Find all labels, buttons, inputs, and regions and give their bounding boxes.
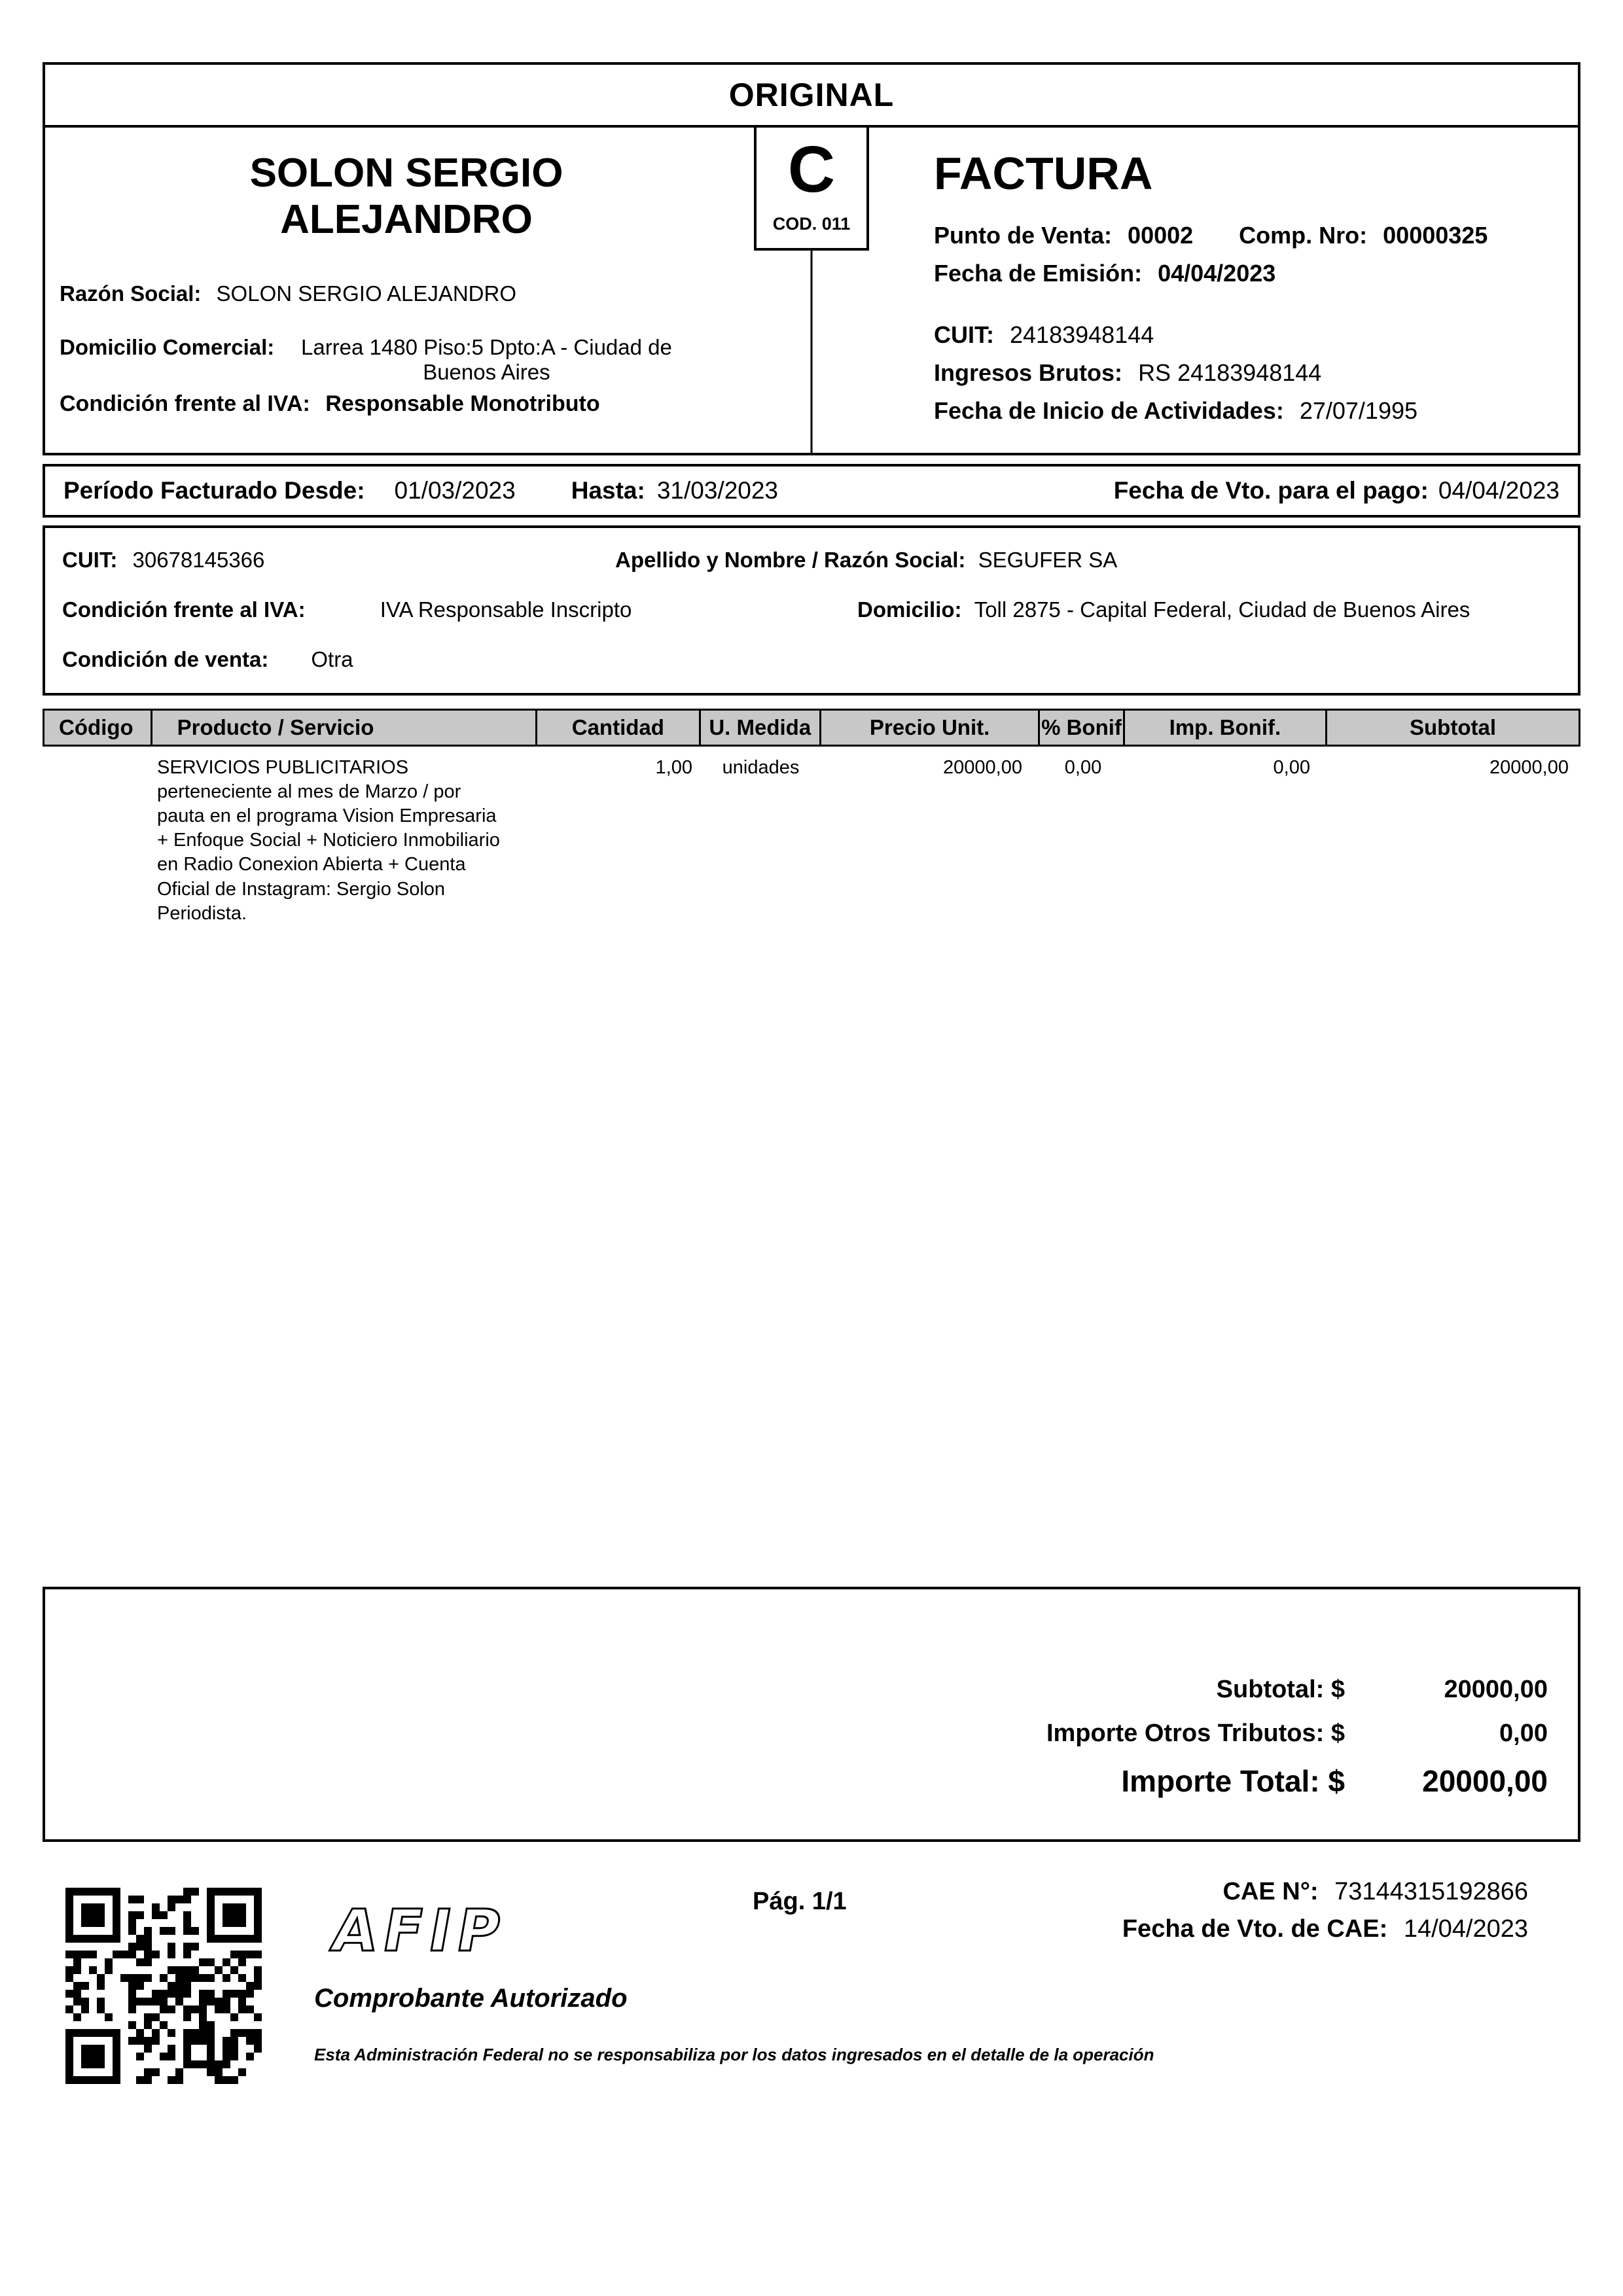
otros-tributos-value: 0,00 — [1499, 1720, 1548, 1747]
comp-nro-label: Comp. Nro: — [1239, 222, 1368, 249]
customer-name-value: SEGUFER SA — [978, 548, 1118, 572]
fecha-emision-row — [934, 260, 1561, 287]
customer-name-label: Apellido y Nombre / Razón Social: — [615, 548, 966, 572]
col-header-umedida: U. Medida — [701, 711, 822, 745]
cae-vto-value: 14/04/2023 — [1403, 1915, 1528, 1943]
customer-domicilio-group — [857, 597, 1470, 622]
condicion-venta-row — [62, 647, 1561, 672]
copy-type-label: ORIGINAL — [728, 77, 895, 113]
customer-iva-row — [62, 597, 1561, 622]
domicilio-comercial-row — [60, 335, 753, 385]
items-table-body — [43, 756, 1580, 1587]
customer-box — [43, 525, 1580, 696]
customer-cuit-row — [62, 548, 1561, 573]
cae-block — [1122, 1878, 1528, 1952]
cae-label: CAE N°: — [1222, 1878, 1319, 1905]
col-header-producto: Producto / Servicio — [152, 711, 538, 745]
afip-block — [314, 1894, 1165, 2065]
disclaimer-text: Esta Administración Federal no se responsabiliza por los datos ingresados en el detalle de la operación — [314, 2045, 1154, 2064]
subtotal-row — [45, 1676, 1548, 1704]
cell-bonif: 0,00 — [1064, 757, 1102, 778]
ingresos-brutos-label: Ingresos Brutos: — [934, 359, 1123, 386]
customer-cuit-group — [62, 548, 615, 573]
customer-iva-label: Condición frente al IVA: — [62, 597, 306, 622]
col-header-cantidad: Cantidad — [537, 711, 700, 745]
ingresos-brutos-value: RS 24183948144 — [1138, 359, 1322, 386]
cell-umedida: unidades — [722, 757, 800, 778]
ingresos-brutos-row — [934, 359, 1561, 387]
razon-social-row — [60, 281, 753, 306]
cell-imp-bonif: 0,00 — [1273, 757, 1310, 778]
invoice-title: FACTURA — [934, 148, 1153, 199]
col-header-imp-bonif: Imp. Bonif. — [1125, 711, 1327, 745]
otros-tributos-label: Importe Otros Tributos: $ — [1046, 1720, 1345, 1747]
invoice-type-letter: C — [787, 133, 836, 206]
periodo-desde-value: 01/03/2023 — [394, 477, 516, 504]
inicio-actividades-value: 27/07/1995 — [1299, 397, 1418, 424]
cae-value: 73144315192866 — [1334, 1878, 1528, 1905]
fecha-emision-label: Fecha de Emisión: — [934, 260, 1143, 287]
col-header-subtotal: Subtotal — [1410, 715, 1496, 739]
table-row — [43, 756, 1580, 926]
subtotal-value: 20000,00 — [1444, 1676, 1548, 1703]
comprobante-autorizado-label: Comprobante Autorizado — [314, 1984, 628, 2013]
seller-panel — [60, 146, 753, 446]
invoice-footer — [43, 1878, 1580, 2296]
seller-iva-row — [60, 391, 753, 417]
customer-cuit-value: 30678145366 — [132, 548, 265, 572]
col-header-bonif: % Bonif — [1040, 711, 1125, 745]
customer-iva-group — [62, 597, 857, 622]
seller-iva-label: Condición frente al IVA: — [60, 391, 310, 416]
seller-cuit-label: CUIT: — [934, 321, 994, 348]
invoice-type-code: COD. 011 — [772, 214, 851, 234]
inicio-actividades-label: Fecha de Inicio de Actividades: — [934, 397, 1284, 424]
periodo-desde-label: Período Facturado Desde: — [63, 477, 365, 504]
seller-iva-value: Responsable Monotributo — [325, 391, 600, 416]
cell-descripcion: SERVICIOS PUBLICITARIOS perteneciente al mes de Marzo / por pauta en el programa Vision Empresaria + Enfoque Social + Noticiero Inmobiliario en Radio Conexion Abierta + Cuenta Oficial de Instagram: Sergio Solon Periodista. — [157, 757, 500, 924]
condicion-venta-value: Otra — [311, 647, 353, 671]
condicion-venta-label: Condición de venta: — [62, 647, 269, 671]
cae-vto-label: Fecha de Vto. de CAE: — [1122, 1915, 1388, 1943]
customer-iva-value: IVA Responsable Inscripto — [380, 597, 632, 622]
qr-code-svg — [65, 1888, 262, 2084]
copy-type-banner — [43, 62, 1580, 128]
col-header-precio-unit: Precio Unit. — [821, 711, 1040, 745]
periodo-hasta-label: Hasta: — [571, 477, 645, 504]
importe-total-value: 20000,00 — [1422, 1764, 1548, 1798]
fecha-emision-value: 04/04/2023 — [1158, 260, 1276, 287]
comp-nro-value: 00000325 — [1383, 222, 1488, 249]
col-header-codigo: Código — [45, 711, 152, 745]
seller-cuit-row — [934, 321, 1561, 349]
customer-cuit-label: CUIT: — [62, 548, 118, 572]
invoice-meta-panel — [934, 147, 1561, 435]
cell-cantidad: 1,00 — [655, 757, 692, 778]
cae-vto-row — [1122, 1915, 1528, 1943]
periodo-hasta-value: 31/03/2023 — [656, 477, 779, 504]
importe-total-row — [45, 1763, 1548, 1799]
billing-period-bar — [43, 464, 1580, 518]
punto-venta-value: 00002 — [1128, 222, 1194, 249]
vto-pago-label: Fecha de Vto. para el pago: — [1113, 477, 1429, 504]
otros-tributos-row — [45, 1720, 1548, 1748]
header-divider-line — [811, 251, 813, 453]
inicio-actividades-row — [934, 397, 1561, 425]
domicilio-comercial-label: Domicilio Comercial: — [60, 334, 275, 359]
qr-code-icon — [65, 1888, 262, 2084]
cell-precio-unit: 20000,00 — [943, 757, 1022, 778]
domicilio-comercial-value: Larrea 1480 Piso:5 Dpto:A - Ciudad de Buenos Aires — [300, 334, 672, 384]
afip-logo-text: AFIP — [327, 1897, 512, 1964]
importe-total-label: Importe Total: $ — [1121, 1764, 1345, 1798]
items-table-header — [43, 709, 1580, 747]
punto-venta-row — [934, 222, 1561, 249]
cell-subtotal: 20000,00 — [1489, 757, 1569, 778]
punto-venta-group — [934, 222, 1193, 249]
seller-cuit-value: 24183948144 — [1010, 321, 1154, 348]
subtotal-label: Subtotal: $ — [1216, 1676, 1345, 1703]
customer-domicilio-value: Toll 2875 - Capital Federal, Ciudad de Buenos Aires — [974, 597, 1471, 622]
invoice-header — [43, 125, 1580, 455]
customer-domicilio-label: Domicilio: — [857, 597, 962, 622]
totals-box — [43, 1587, 1580, 1842]
invoice-type-box — [754, 125, 869, 251]
seller-name: SOLON SERGIO ALEJANDRO — [249, 150, 563, 243]
razon-social-value: SOLON SERGIO ALEJANDRO — [216, 281, 517, 306]
vto-pago-value: 04/04/2023 — [1438, 477, 1560, 504]
page-indicator: Pág. 1/1 — [753, 1888, 847, 1915]
afip-logo-icon — [314, 1894, 602, 1966]
comp-nro-group — [1239, 222, 1488, 249]
customer-name-group — [615, 548, 1117, 573]
razon-social-label: Razón Social: — [60, 281, 202, 306]
cae-number-row — [1122, 1878, 1528, 1906]
punto-venta-label: Punto de Venta: — [934, 222, 1113, 249]
